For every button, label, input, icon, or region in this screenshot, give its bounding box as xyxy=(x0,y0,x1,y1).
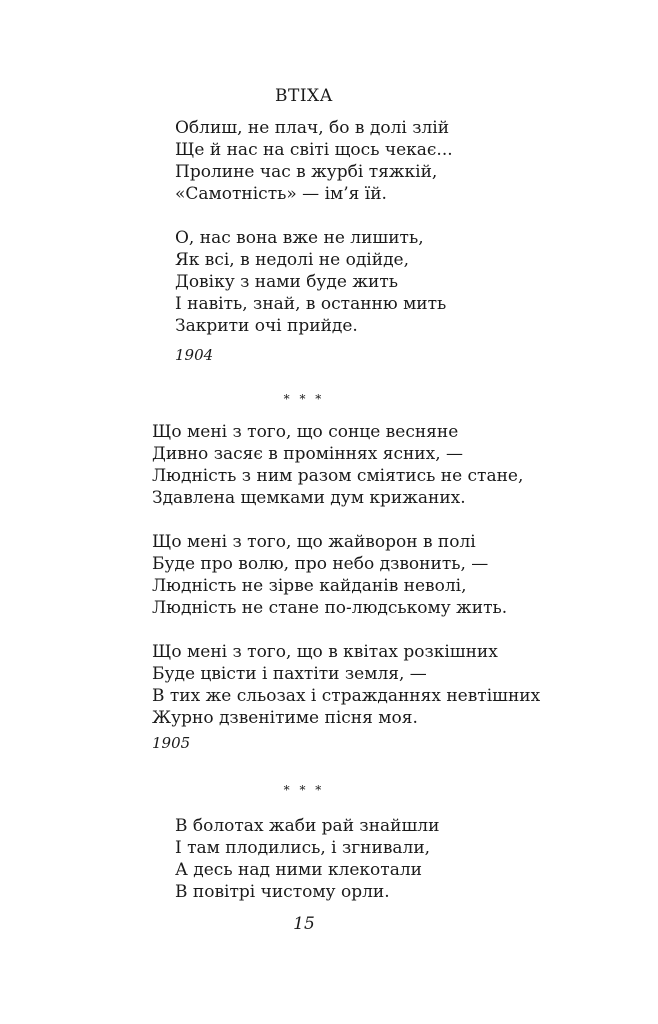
poem-date: 1905 xyxy=(152,734,191,752)
poem2-text xyxy=(152,421,540,729)
poem-line: Людність не зірве кайданів неволі, xyxy=(152,576,467,596)
poem-line: Як всі, в недолі не одійде, xyxy=(175,250,409,270)
poem-line: Що мені з того, що сонце весняне xyxy=(152,422,459,442)
poem3-text xyxy=(175,815,439,903)
poem-line: І там плодились, і згнивали, xyxy=(175,838,431,858)
poem-line: В повітрі чистому орли. xyxy=(175,882,390,902)
poem-line: О, нас вона вже не лишить, xyxy=(175,228,424,248)
poem-title: ВТІХА xyxy=(274,86,334,106)
poem-line: Облиш, не плач, бо в долі злій xyxy=(175,118,450,138)
poem-line: В болотах жаби рай знайшли xyxy=(175,816,440,836)
poem-line: І навіть, знай, в останню мить xyxy=(175,294,447,314)
page-number: 15 xyxy=(293,914,315,934)
poem-line: Пролине час в журбі тяжкій, xyxy=(175,162,438,182)
poem-line: Ще й нас на світі щось чекає... xyxy=(175,140,453,160)
poem-line: «Самотність» — ім’я їй. xyxy=(175,184,387,204)
poem-line: Здавлена щемками дум крижаних. xyxy=(152,488,466,508)
poem-date: 1904 xyxy=(175,346,214,364)
section-separator: * * * xyxy=(283,392,325,406)
stanza-gap xyxy=(152,619,540,641)
poem-line: Дивно засяє в проміннях ясних, — xyxy=(152,444,464,464)
stanza-gap xyxy=(152,509,540,531)
poem-line: А десь над ними клекотали xyxy=(175,860,422,880)
poem-line: Закрити очі прийде. xyxy=(175,316,358,336)
poem-line: В тих же сльозах і стражданнях невтішних xyxy=(152,686,541,706)
poem-line: Що мені з того, що жайворон в полі xyxy=(152,532,476,552)
section-separator: * * * xyxy=(283,783,325,797)
poem-line: Журно дзвенітиме пісня моя. xyxy=(152,708,418,728)
poem-line: Людність не стане по-людському жить. xyxy=(152,598,508,618)
poem-line: Людність з ним разом сміятись не стане, xyxy=(152,466,524,486)
poem-line: Буде цвісти і пахтіти земля, — xyxy=(152,664,427,684)
poem-line: Що мені з того, що в квітах розкішних xyxy=(152,642,498,662)
poem-line: Довіку з нами буде жить xyxy=(175,272,398,292)
poem1-text xyxy=(175,117,453,337)
stanza-gap xyxy=(175,205,453,227)
poem-line: Буде про волю, про небо дзвонить, — xyxy=(152,554,489,574)
